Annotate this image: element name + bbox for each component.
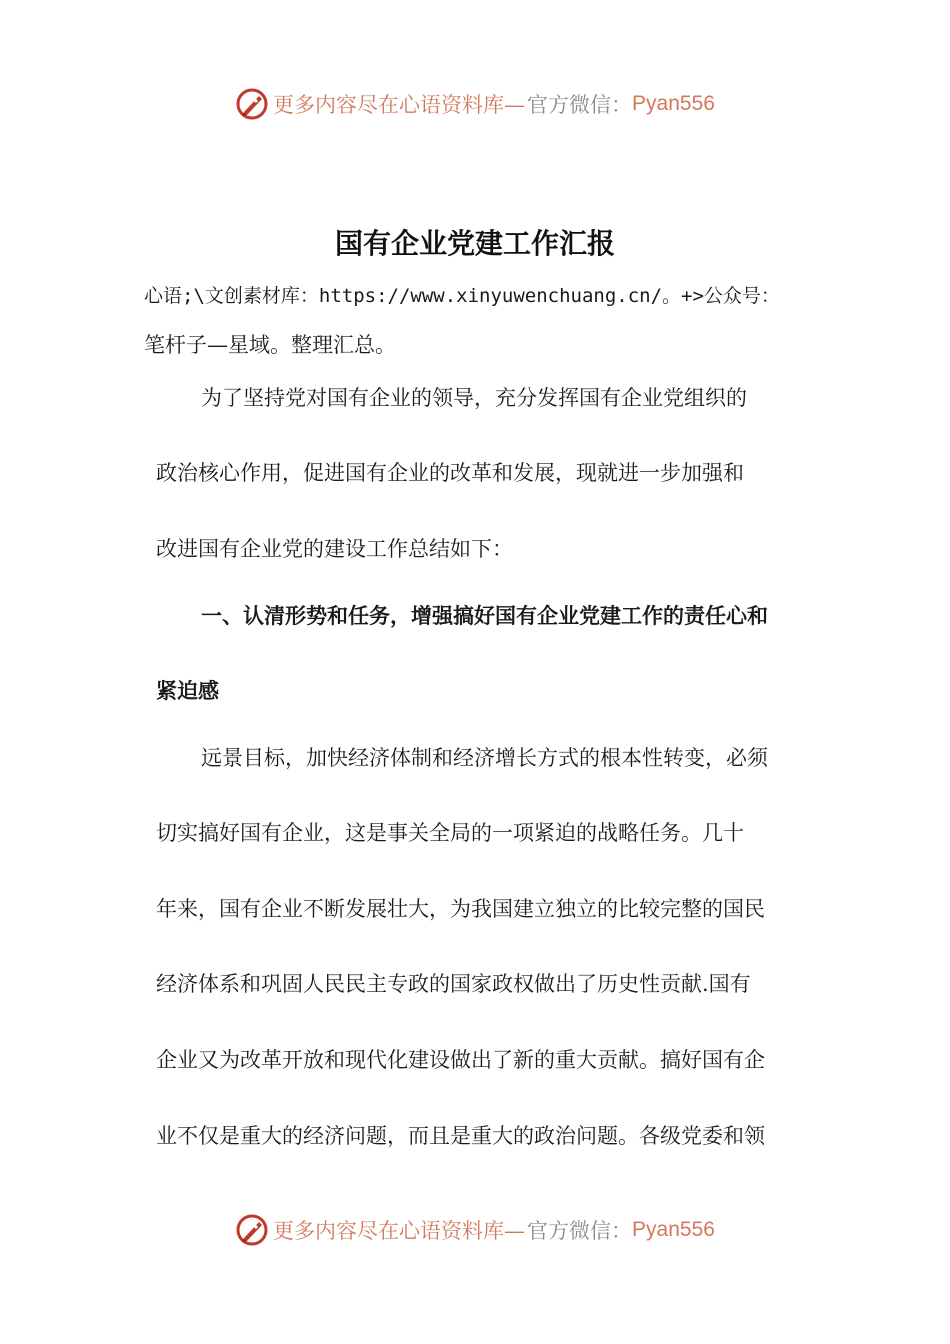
pen-logo-icon [235, 1213, 269, 1247]
watermark-wechat-id: Pyan556 [632, 1218, 715, 1241]
intro-line-3: 改进国有企业党的建设工作总结如下： [156, 537, 513, 561]
body-line-1: 远景目标，加快经济体制和经济增长方式的根本性转变，必须 [201, 746, 768, 770]
source-line-2: 笔杆子—星域。整理汇总。 [144, 333, 396, 357]
intro-line-1: 为了坚持党对国有企业的领导，充分发挥国有企业党组织的 [201, 386, 747, 410]
section-heading-line-2: 紧迫感 [156, 679, 219, 703]
watermark-wechat-id: Pyan556 [632, 92, 715, 115]
body-line-4: 经济体系和巩固人民民主专政的国家政权做出了历史性贡献.国有 [156, 972, 751, 996]
watermark-main-text: 更多内容尽在心语资料库— [273, 1219, 526, 1243]
body-line-6: 业不仅是重大的经济问题，而且是重大的政治问题。各级党委和领 [156, 1124, 765, 1148]
pen-logo-icon [235, 87, 269, 121]
watermark-wechat-label: 官方微信： [527, 1219, 633, 1243]
body-line-5: 企业又为改革开放和现代化建设做出了新的重大贡献。搞好国有企 [156, 1048, 765, 1072]
watermark-banner-top [0, 82, 950, 126]
watermark-wechat-label: 官方微信： [527, 93, 633, 117]
body-line-2: 切实搞好国有企业，这是事关全局的一项紧迫的战略任务。几十 [156, 821, 744, 845]
section-heading-line-1: 一、认清形势和任务，增强搞好国有企业党建工作的责任心和 [201, 604, 768, 628]
source-line-1: 心语;\文创素材库：https://www.xinyuwenchuang.cn/。+>公众号： [144, 285, 780, 307]
intro-line-2: 政治核心作用，促进国有企业的改革和发展，现就进一步加强和 [156, 461, 744, 485]
watermark-main-text: 更多内容尽在心语资料库— [273, 93, 526, 117]
watermark-banner-bottom [0, 1208, 950, 1252]
body-line-3: 年来，国有企业不断发展壮大，为我国建立独立的比较完整的国民 [156, 897, 765, 921]
document-title: 国有企业党建工作汇报 [334, 227, 615, 260]
